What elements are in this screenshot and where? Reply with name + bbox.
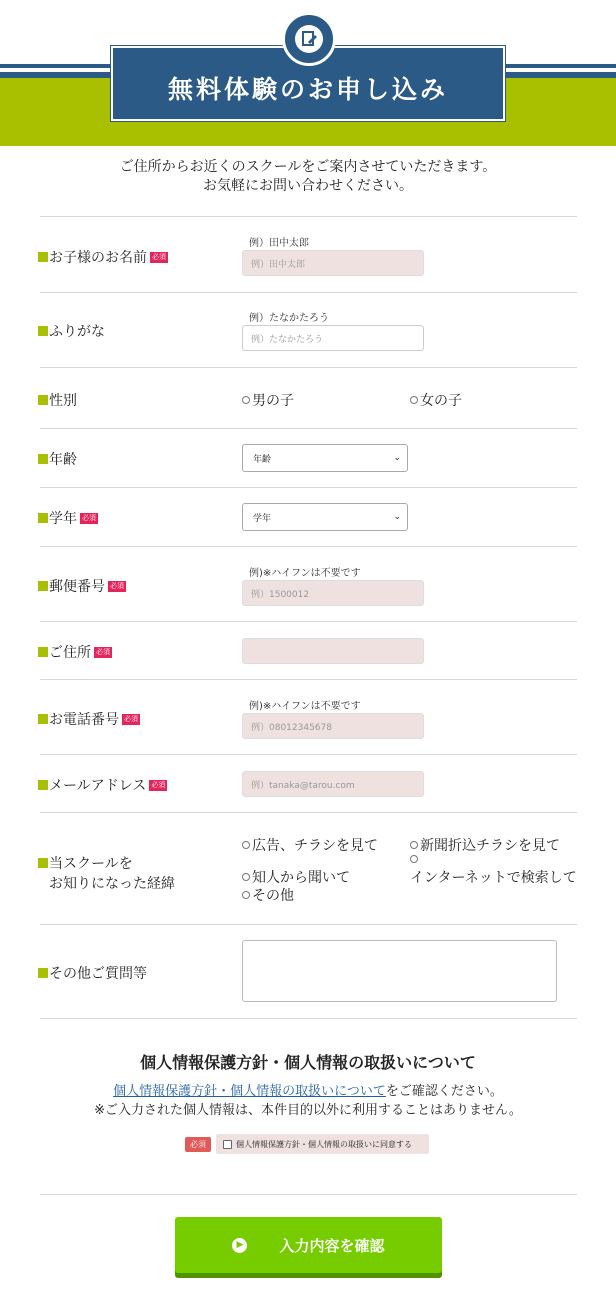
label-text: 性別 [49, 393, 77, 409]
intro-text [0, 158, 616, 196]
privacy-line2: ※ご入力された個人情報は、本件目的以外に利用することはありません。 [94, 1103, 522, 1118]
source-radio-newspaper[interactable] [410, 835, 560, 855]
source-radio-friend[interactable] [242, 867, 350, 887]
bullet [38, 647, 48, 657]
radio-circle[interactable] [242, 841, 250, 849]
divider [40, 1018, 577, 1019]
bullet [38, 513, 48, 523]
privacy-title: 個人情報保護方針・個人情報の取扱いについて [140, 1053, 476, 1072]
address-input[interactable] [242, 638, 424, 664]
bullet [38, 968, 48, 978]
bullet [38, 326, 48, 336]
agree-checkbox-row[interactable] [216, 1134, 429, 1154]
required-badge: 必須 [185, 1137, 211, 1152]
divider [40, 679, 577, 680]
confirm-button[interactable] [175, 1217, 442, 1273]
chevron-down-icon: ⌄ [393, 512, 401, 522]
hint-furigana: 例）たなかたろう [249, 313, 329, 324]
label-text: お子様のお名前 [49, 250, 147, 266]
bullet [38, 858, 48, 868]
label-source-line [38, 853, 133, 873]
intro-line: お気軽にお問い合わせください。 [203, 178, 413, 194]
label-source [38, 853, 175, 893]
divider [40, 292, 577, 293]
source-radio-ad[interactable] [242, 835, 378, 855]
gender-radio-girl[interactable] [410, 390, 462, 410]
label-text: ふりがな [49, 324, 105, 340]
agree-checkbox[interactable] [223, 1140, 232, 1149]
hint-phone: 例)※ハイフンは不要です [249, 701, 361, 712]
furigana-input[interactable]: 例）たなかたろう [242, 325, 424, 351]
label-phone [38, 709, 140, 729]
chevron-down-icon: ⌄ [393, 453, 401, 463]
label-text: 年齢 [49, 452, 77, 468]
divider [40, 546, 577, 547]
select-value: 年齢 [253, 454, 272, 465]
bullet [38, 581, 48, 591]
page-title: 無料体験のお申し込み [167, 75, 448, 104]
label-text: その他ご質問等 [49, 966, 147, 982]
divider [40, 216, 577, 217]
radio-circle[interactable] [410, 841, 418, 849]
bullet [38, 780, 48, 790]
radio-circle[interactable] [242, 891, 250, 899]
child-name-input[interactable]: 例）田中太郎 [242, 250, 424, 276]
source-radio-other[interactable] [242, 885, 294, 905]
label-age [38, 449, 77, 469]
bullet [38, 252, 48, 262]
header-banner [0, 0, 616, 146]
divider [40, 924, 577, 925]
radio-label: 女の子 [420, 393, 462, 409]
intro-line: ご住所からお近くのスクールをご案内させていただきます。 [119, 159, 497, 175]
privacy-text: をご確認ください。 [385, 1084, 503, 1099]
label-email [38, 775, 167, 795]
confirm-button-label: 入力内容を確認 [279, 1236, 385, 1255]
radio-label: 新聞折込チラシを見て [420, 838, 560, 854]
radio-circle[interactable] [242, 396, 250, 404]
email-input[interactable]: 例）tanaka@tarou.com [242, 771, 424, 797]
radio-label: 知人から聞いて [252, 870, 350, 886]
bullet [38, 454, 48, 464]
label-postal [38, 576, 126, 596]
divider [40, 367, 577, 368]
source-radio-internet-circle[interactable] [410, 855, 420, 863]
questions-textarea[interactable] [242, 940, 557, 1002]
label-child-name [38, 247, 168, 267]
label-text: お知りになった経緯 [49, 876, 175, 892]
label-text: メールアドレス [49, 778, 147, 794]
bullet [38, 714, 48, 724]
required-badge: 必須 [110, 581, 124, 590]
postal-input[interactable]: 例）1500012 [242, 580, 424, 606]
label-text: 学年 [49, 511, 77, 527]
required-badge: 必須 [152, 252, 166, 261]
required-badge: 必須 [96, 647, 110, 656]
divider [40, 428, 577, 429]
divider [40, 1194, 577, 1195]
radio-label: 男の子 [252, 393, 294, 409]
radio-label: 広告、チラシを見て [252, 838, 378, 854]
source-radio-internet[interactable] [410, 867, 577, 887]
label-gender [38, 390, 77, 410]
privacy-line1 [0, 1080, 616, 1099]
document-edit-icon [295, 25, 323, 53]
label-text: ご住所 [49, 645, 91, 661]
label-questions [38, 963, 147, 983]
radio-circle[interactable] [242, 873, 250, 881]
gender-radio-boy[interactable] [242, 390, 294, 410]
hint-child-name: 例）田中太郎 [249, 238, 309, 249]
radio-label: その他 [252, 888, 294, 904]
divider [40, 812, 577, 813]
hint-postal: 例)※ハイフンは不要です [249, 568, 361, 579]
required-badge: 必須 [124, 714, 138, 723]
radio-label: インターネットで検索して [410, 870, 577, 886]
label-text: お電話番号 [49, 712, 119, 728]
divider [40, 487, 577, 488]
phone-input[interactable]: 例）08012345678 [242, 713, 424, 739]
required-badge: 必須 [82, 513, 96, 522]
divider [40, 754, 577, 755]
radio-circle[interactable] [410, 855, 418, 863]
bullet [38, 395, 48, 405]
emblem [282, 12, 336, 66]
required-badge: 必須 [151, 780, 166, 789]
divider [40, 621, 577, 622]
select-value: 学年 [253, 513, 272, 524]
label-furigana [38, 321, 105, 341]
privacy-policy-link[interactable]: 個人情報保護方針・個人情報の取扱いについて [113, 1084, 386, 1099]
chevron-right-circle-icon: ▶ [232, 1238, 247, 1253]
grade-select[interactable] [242, 503, 408, 531]
label-grade [38, 508, 98, 528]
radio-circle[interactable] [410, 396, 418, 404]
label-text: 当スクールを [49, 856, 133, 872]
agree-label: 個人情報保護方針・個人情報の取扱いに同意する [236, 1139, 412, 1149]
label-address [38, 642, 112, 662]
age-select[interactable] [242, 444, 408, 472]
label-text: 郵便番号 [49, 579, 105, 595]
